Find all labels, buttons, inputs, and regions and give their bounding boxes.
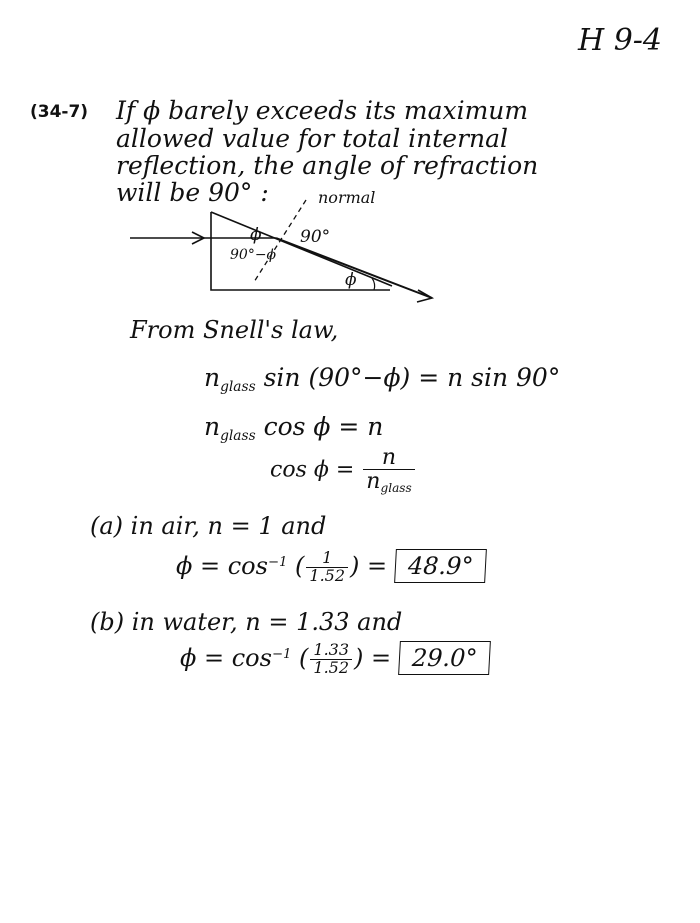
part-b-answer: 29.0° (398, 641, 491, 675)
eq3-den-sub: glass (380, 481, 412, 496)
part-b-lhs: ϕ = cos (180, 644, 272, 672)
part-a-label: (a) in air, n = 1 and (90, 512, 327, 540)
angle-refracted-label: 90° (300, 227, 331, 247)
eq1-glass-sub: glass (220, 378, 256, 395)
problem-number: (34-7) (30, 102, 89, 122)
part-a-equation: $\phi = \cos^{-1}$ ( $\frac{1}{1.52}$ ) = 48.9° (176, 549, 486, 585)
equation-2 (204, 414, 383, 444)
angle-phi-bottom-label: ϕ (345, 270, 357, 290)
intro-line-4: will be 90° : (116, 178, 269, 207)
part-a-numerator: 1 (306, 550, 348, 568)
eq3-denominator (363, 470, 414, 495)
angle-arc (372, 278, 375, 290)
part-a-inverse: −1 (267, 555, 288, 571)
intro-line-3: reflection, the angle of refraction (116, 151, 539, 180)
part-a-fraction (306, 550, 348, 585)
eq2-rhs: cos ϕ = n (263, 412, 384, 441)
intro-line-2: allowed value for total internal (116, 124, 509, 153)
angle-complement-label: 90°−ϕ (230, 247, 277, 263)
equation-1 (204, 365, 560, 395)
snell-heading: From Snell's law, (130, 316, 339, 344)
page-id: H 9-4 (578, 23, 663, 58)
eq3-numerator: n (363, 446, 414, 470)
part-b-numerator: 1.33 (310, 642, 352, 660)
eq2-n: n (204, 412, 221, 441)
eq3-fraction (363, 446, 414, 495)
part-b-inverse: −1 (271, 647, 292, 663)
part-b-denominator: 1.52 (313, 658, 350, 677)
part-b-label: (b) in water, n = 1.33 and (90, 608, 403, 636)
part-a-answer: 48.9° (394, 549, 487, 583)
part-a-lhs: ϕ = cos (176, 552, 268, 580)
eq1-n: n (204, 363, 221, 392)
normal-label: normal (318, 188, 376, 207)
eq2-glass-sub: glass (220, 427, 256, 444)
eq1-rhs: sin (90°−ϕ) = n sin 90° (263, 363, 561, 392)
angle-phi-top-label: ϕ (250, 225, 262, 245)
equation-3 (270, 446, 417, 495)
part-a-denominator: 1.52 (309, 566, 346, 585)
eq3-lhs: cos ϕ = (270, 457, 355, 483)
eq3-den-n: n (366, 469, 381, 495)
part-b-fraction (310, 642, 352, 677)
part-b-equation: $\phi = \cos^{-1}$ ( $\frac{1.33}{1.52}$ ) = 29.0° (180, 641, 490, 677)
intro-line-1: If ϕ barely exceeds its maximum (116, 96, 529, 125)
